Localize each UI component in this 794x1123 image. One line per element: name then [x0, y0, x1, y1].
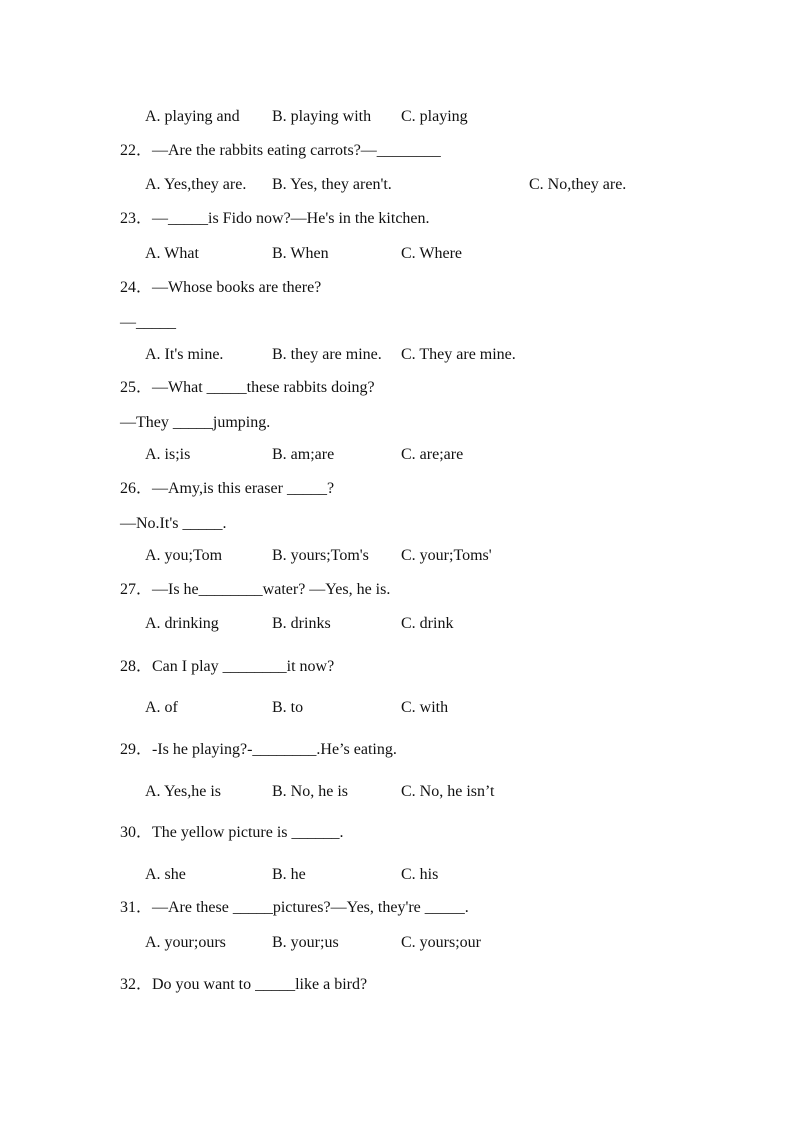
q26-option-b: B. yours;Tom's — [272, 547, 369, 564]
q27-option-b: B. drinks — [272, 615, 331, 632]
question-24-answer: —_____ — [120, 314, 176, 331]
question-25-answer: —They _____jumping. — [120, 414, 271, 431]
q24-option-b: B. they are mine. — [272, 346, 382, 363]
q25-option-b: B. am;are — [272, 446, 335, 463]
q24-option-a: A. It's mine. — [145, 346, 224, 363]
question-31: 31．—Are these _____pictures?—Yes, they're _____. — [120, 899, 469, 916]
q31-option-c: C. yours;our — [401, 934, 481, 951]
q28-option-a: A. of — [145, 699, 178, 716]
q29-option-a: A. Yes,he is — [145, 783, 222, 800]
q30-option-a: A. she — [145, 866, 186, 883]
q24-option-c: C. They are mine. — [401, 346, 516, 363]
question-24: 24．—Whose books are there? — [120, 279, 322, 296]
q27-option-a: A. drinking — [145, 615, 219, 632]
question-28: 28．Can I play ________it now? — [120, 658, 335, 675]
q26-option-c: C. your;Toms' — [401, 547, 492, 564]
q22-option-a: A. Yes,they are. — [145, 176, 247, 193]
q31-option-a: A. your;ours — [145, 934, 226, 951]
q23-option-a: A. What — [145, 245, 199, 262]
question-25: 25．—What _____these rabbits doing? — [120, 379, 375, 396]
question-30: 30．The yellow picture is ______. — [120, 824, 344, 841]
question-23: 23．—_____is Fido now?—He's in the kitchen. — [120, 210, 430, 227]
q28-option-b: B. to — [272, 699, 304, 716]
q21-option-c: C. playing — [401, 108, 468, 125]
q21-option-b: B. playing with — [272, 108, 372, 125]
q21-option-a: A. playing and — [145, 108, 240, 125]
q29-option-b: B. No, he is — [272, 783, 348, 800]
q29-option-c: C. No, he isn’t — [401, 783, 495, 800]
q23-option-c: C. Where — [401, 245, 463, 262]
q31-option-b: B. your;us — [272, 934, 339, 951]
question-29: 29．-Is he playing?-________.He’s eating. — [120, 741, 397, 758]
q26-option-a: A. you;Tom — [145, 547, 223, 564]
question-22: 22．—Are the rabbits eating carrots?—________ — [120, 142, 441, 159]
question-26: 26．—Amy,is this eraser _____? — [120, 480, 335, 497]
q30-option-b: B. he — [272, 866, 306, 883]
q25-option-a: A. is;is — [145, 446, 191, 463]
q22-option-b: B. Yes, they aren't. — [272, 176, 392, 193]
question-26-answer: —No.It's _____. — [120, 515, 227, 532]
question-32: 32．Do you want to _____like a bird? — [120, 976, 368, 993]
q27-option-c: C. drink — [401, 615, 454, 632]
q25-option-c: C. are;are — [401, 446, 464, 463]
q23-option-b: B. When — [272, 245, 329, 262]
question-27: 27．—Is he________water? —Yes, he is. — [120, 581, 391, 598]
q28-option-c: C. with — [401, 699, 449, 716]
q30-option-c: C. his — [401, 866, 439, 883]
q22-option-c: C. No,they are. — [529, 176, 627, 193]
